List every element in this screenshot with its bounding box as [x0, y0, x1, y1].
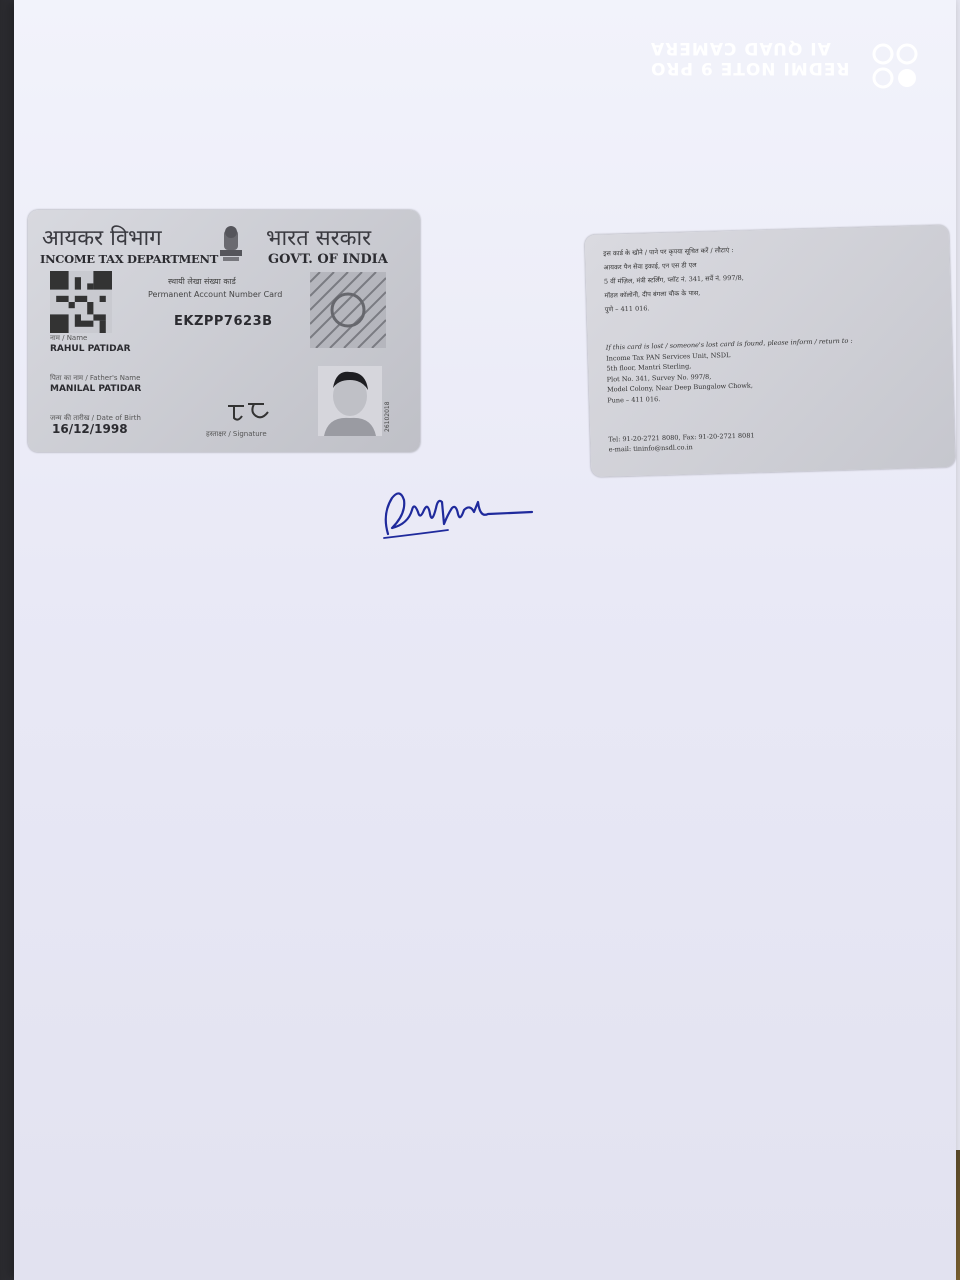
govt-name: GOVT. OF INDIA: [268, 252, 388, 267]
national-emblem-icon: [214, 224, 248, 264]
back-contact: [608, 430, 755, 454]
watermark-camera: AI QUAD CAMERA: [650, 38, 831, 58]
back-email: e-mail: tininfo@nsdl.co.in: [608, 443, 693, 454]
signature-label: हस्ताक्षर / Signature: [206, 430, 267, 438]
back-english-line: Plot No. 341, Survey No. 997/8,: [606, 372, 712, 384]
back-hindi-line: 5 वीं मंज़िल, मंत्री स्टर्लिंग, प्लॉट नं. 341, सर्वे नं. 997/8,: [603, 273, 744, 286]
pan-card-front: [28, 210, 420, 452]
dept-name: INCOME TAX DEPARTMENT: [40, 252, 218, 266]
govt-hindi: भारत सरकार: [266, 226, 372, 251]
dept-hindi: आयकर विभाग: [42, 226, 162, 251]
card-side-code: 26102018: [384, 401, 391, 432]
back-hindi-line: इस कार्ड के खोने / पाने पर कृपया सूचित करें / लौटाएं :: [603, 245, 734, 258]
holder-photo: [318, 366, 382, 436]
back-english-line: Income Tax PAN Services Unit, NSDL: [606, 350, 731, 363]
pan-label: Permanent Account Number Card: [148, 290, 283, 299]
father-name: MANILAL PATIDAR: [50, 384, 142, 394]
camera-watermark: [650, 38, 850, 84]
back-english-intro: If this card is lost / someone's lost card is found, please inform / return to :: [605, 336, 853, 352]
hologram: [310, 272, 386, 348]
pan-number: EKZPP7623B: [174, 314, 273, 329]
holder-name: RAHUL PATIDAR: [50, 344, 131, 354]
paper-sheet: [14, 0, 956, 1280]
back-hindi-line: पुणे – 411 016.: [604, 304, 650, 314]
card-signature: [224, 398, 276, 426]
back-english-line: Model Colony, Near Deep Bungalow Chowk,: [606, 381, 753, 394]
camera-lens-icon: [870, 42, 920, 90]
back-telephone: Tel: 91-20-2721 8080, Fax: 91-20-2721 8081: [608, 431, 755, 444]
qr-code: [50, 270, 112, 334]
watermark-model: REDMI NOTE 9 PRO: [650, 58, 850, 78]
name-label: नाम / Name: [50, 334, 88, 342]
back-hindi-text: [603, 240, 845, 317]
dob-label: जन्म की तारीख / Date of Birth: [50, 414, 141, 422]
pan-card-back: [585, 225, 956, 477]
back-english-text: [606, 336, 858, 406]
date-of-birth: 16/12/1998: [52, 422, 128, 436]
back-english-line: 5th floor, Mantri Sterling,: [606, 362, 692, 373]
handwritten-signature: [378, 484, 538, 546]
pan-label-hindi: स्थायी लेखा संख्या कार्ड: [168, 277, 236, 286]
father-label: पिता का नाम / Father's Name: [50, 374, 141, 382]
back-english-line: Pune – 411 016.: [607, 394, 661, 405]
back-hindi-line: आयकर पैन सेवा इकाई, एन एस डी एल: [603, 261, 697, 272]
back-hindi-line: मॉडल कॉलोनी, दीप बंगला चौक के पास,: [604, 288, 701, 300]
